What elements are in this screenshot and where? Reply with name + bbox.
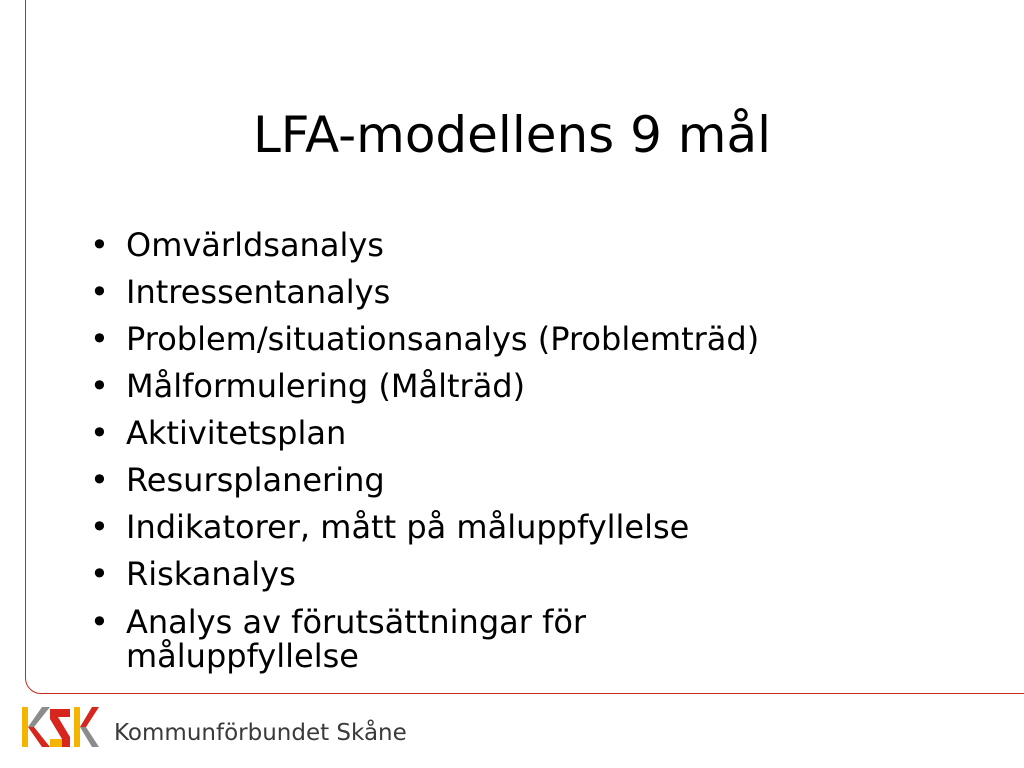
ksk-logo-icon (20, 705, 100, 751)
list-item (90, 316, 970, 363)
list-item-text: Intressentanalys (126, 273, 391, 311)
list-item (90, 222, 970, 269)
list-item-text: Aktivitetsplan (126, 414, 347, 452)
bullet-icon: • (90, 555, 109, 593)
list-item (90, 598, 970, 673)
bullet-icon: • (90, 603, 109, 641)
list-item-text: Omvärldsanalys (126, 226, 384, 264)
slide-title: LFA-modellens 9 mål (252, 106, 772, 164)
bullet-icon: • (90, 273, 109, 311)
list-item (90, 504, 970, 551)
list-item (90, 269, 970, 316)
list-item-text: Resursplanering (126, 461, 385, 499)
bullet-icon: • (90, 508, 109, 546)
list-item-text: Analys av förutsättningar för måluppfyllelse (126, 603, 587, 675)
list-item (90, 363, 970, 410)
list-item (90, 410, 970, 457)
bullet-icon: • (90, 367, 109, 405)
footer-logo (20, 705, 407, 751)
list-item-text: Indikatorer, mått på måluppfyllelse (126, 508, 690, 546)
list-item (90, 551, 970, 598)
organization-name: Kommunförbundet Skåne (114, 720, 407, 746)
list-item-text: Målformulering (Målträd) (126, 367, 526, 405)
bullet-icon: • (90, 461, 109, 499)
list-item-text: Riskanalys (126, 555, 296, 593)
bullet-icon: • (90, 320, 109, 358)
bullet-list (90, 222, 970, 673)
list-item (90, 457, 970, 504)
bullet-icon: • (90, 226, 109, 264)
list-item-text: Problem/situationsanalys (Problemträd) (126, 320, 760, 358)
bullet-icon: • (90, 414, 109, 452)
